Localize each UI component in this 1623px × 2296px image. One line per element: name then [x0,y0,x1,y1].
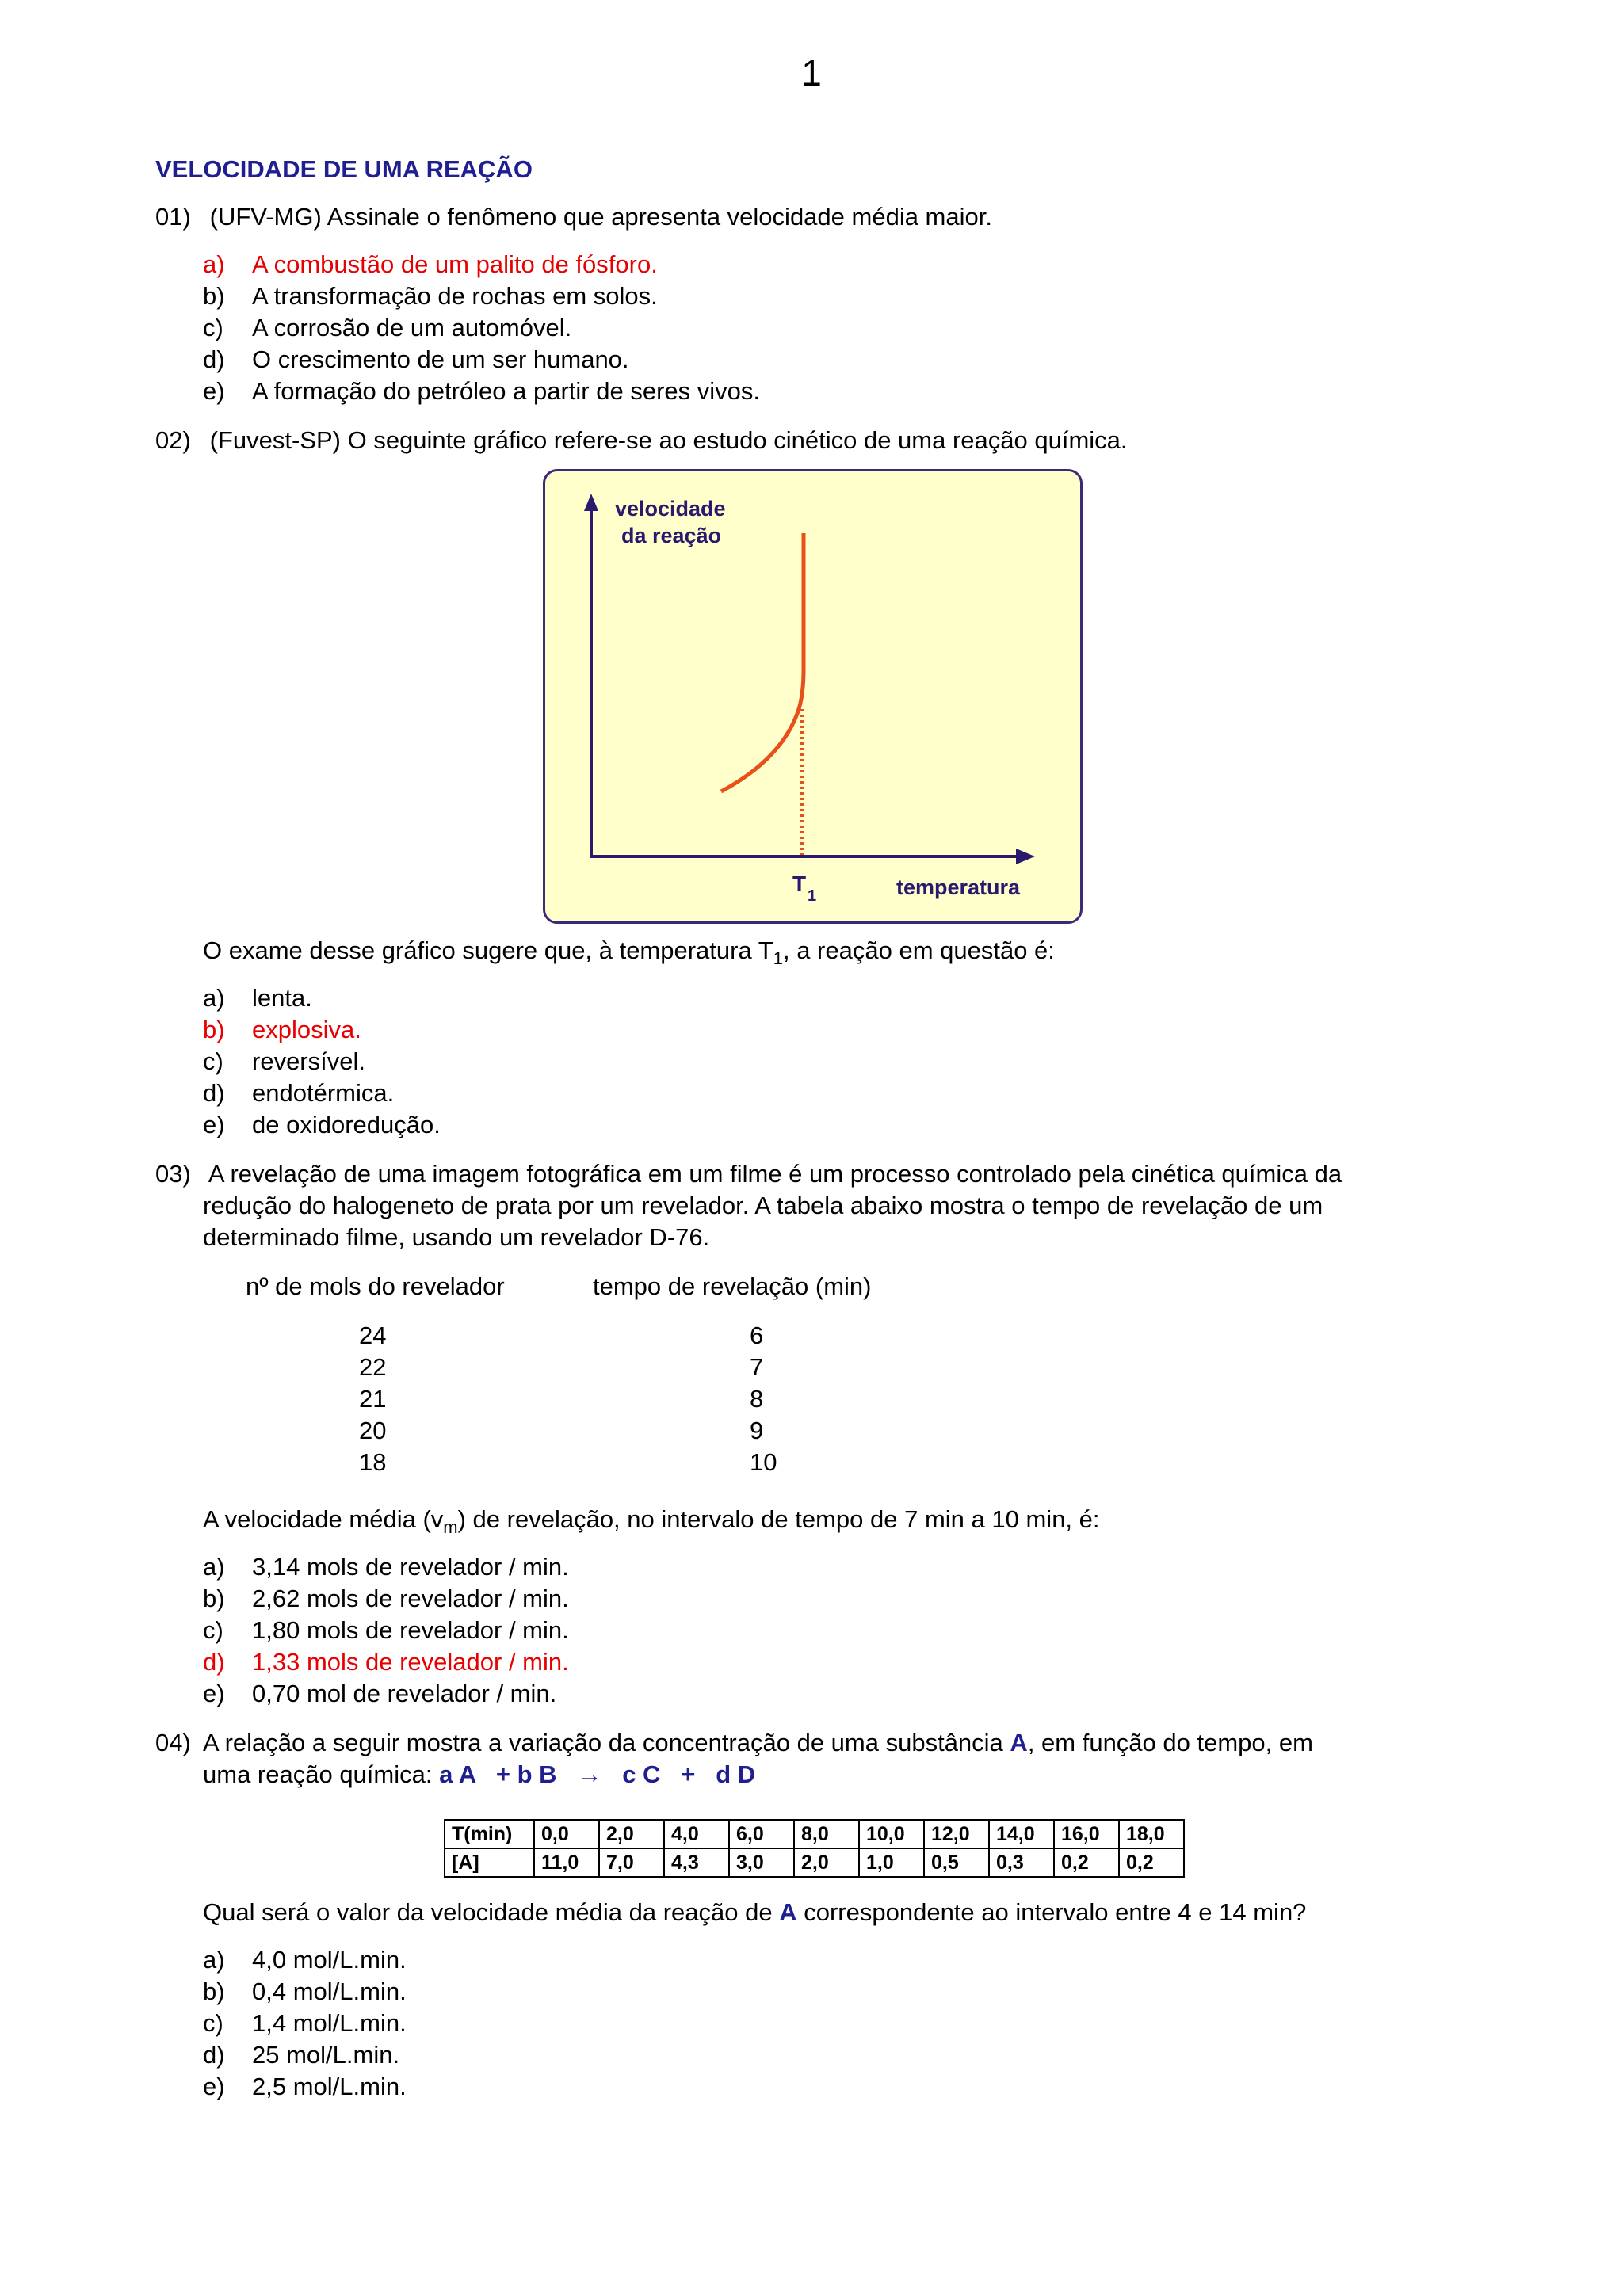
q1-option-d [203,344,629,376]
q4-option-d [203,2039,399,2071]
q1-option-b [203,280,658,312]
column-header-tempo: tempo de revelação (min) [593,1272,872,1300]
mols-value: 24 [359,1322,387,1349]
question-number: 04) [155,1729,191,1756]
mols-value: 22 [359,1353,387,1381]
question-number: 03) [155,1160,191,1188]
prompt-text: ) de revelação, no intervalo de tempo de 7 min a 10 min, é: [457,1505,1100,1533]
column-header-mols: nº de mols do revelador [246,1272,505,1300]
q4-option-a [203,1944,407,1976]
tempo-value: 10 [750,1448,777,1476]
option-letter: a) [203,250,225,278]
option-letter: d) [203,1079,225,1107]
option-text: 0,4 mol/L.min. [252,1978,407,2005]
q3-option-d [203,1646,569,1678]
question-4-line2 [203,1759,755,1791]
option-letter: d) [203,1648,225,1676]
table-cell: 4,0 [664,1820,729,1848]
question-3-line2: redução do halogeneto de prata por um revelador. A tabela abaixo mostra o tempo de revelação de um [203,1192,1323,1219]
option-text: 1,33 mols de revelador / min. [252,1648,569,1676]
table-cell: 12,0 [924,1820,989,1848]
option-letter: e) [203,377,225,405]
q3-option-c [203,1615,569,1646]
mols-value: 18 [359,1448,387,1476]
option-text: 3,14 mols de revelador / min. [252,1553,569,1581]
option-text: 2,62 mols de revelador / min. [252,1585,569,1612]
y-axis-arrow-icon [584,494,598,511]
option-letter: b) [203,1978,225,2005]
y-axis-label-line2: da reação [621,524,722,547]
q4-prompt [203,1897,1306,1928]
q2-option-d [203,1077,394,1109]
mols-value: 20 [359,1417,387,1444]
q3-option-b [203,1583,569,1615]
tempo-value: 6 [750,1322,764,1349]
prompt-text: , a reação em questão é: [782,936,1055,964]
prompt-subscript: 1 [773,948,783,969]
option-text: endotérmica. [252,1079,395,1107]
t1-subscript: 1 [808,887,817,905]
table-cell: 0,5 [924,1848,989,1877]
option-text: 0,70 mol de revelador / min. [252,1680,557,1707]
substance-a: A [779,1898,797,1926]
t1-label: T [792,871,807,896]
table-cell: 10,0 [859,1820,924,1848]
option-letter: e) [203,2073,225,2100]
q2-option-b [203,1014,361,1046]
table-cell: 14,0 [989,1820,1054,1848]
option-text: de oxidoredução. [252,1111,441,1138]
table-cell: 6,0 [729,1820,794,1848]
option-letter: c) [203,1616,223,1644]
table-cell: 2,0 [794,1848,859,1877]
q4-option-c [203,2008,407,2039]
page-number: 1 [801,52,822,93]
option-letter: c) [203,1047,223,1075]
option-letter: b) [203,1585,225,1612]
option-letter: a) [203,1946,225,1974]
option-letter: e) [203,1111,225,1138]
tempo-value: 9 [750,1417,764,1444]
question-number: 01) [155,203,191,231]
prompt-text: O exame desse gráfico sugere que, à temperatura T [203,936,773,964]
table-cell: 0,0 [534,1820,599,1848]
question-text: A revelação de uma imagem fotográfica em um filme é um processo controlado pela cinética química da [208,1160,1342,1188]
substance-a: A [1010,1729,1028,1756]
table-row [445,1820,1184,1848]
reaction-equation: a A + b B → c C + d D [439,1760,756,1788]
question-text: (Fuvest-SP) O seguinte gráfico refere-se ao estudo cinético de uma reação química. [209,426,1128,454]
option-text: 2,5 mol/L.min. [252,2073,407,2100]
table-cell: 8,0 [794,1820,859,1848]
option-letter: d) [203,2041,225,2069]
prompt-text: correspondente ao intervalo entre 4 e 14 min? [796,1898,1307,1926]
option-letter: e) [203,1680,225,1707]
option-text: 25 mol/L.min. [252,2041,400,2069]
table-cell: 4,3 [664,1848,729,1877]
option-text: 1,80 mols de revelador / min. [252,1616,569,1644]
x-axis-arrow-icon [1016,849,1035,864]
q1-option-e [203,376,760,407]
table-row [445,1848,1184,1877]
option-text: 1,4 mol/L.min. [252,2009,407,2037]
question-1 [155,201,992,233]
option-letter: d) [203,345,225,373]
q1-option-a [203,249,658,280]
table-cell: 11,0 [534,1848,599,1877]
question-number: 02) [155,426,191,454]
q2-option-e [203,1109,441,1141]
question-text: , em função do tempo, em [1027,1729,1313,1756]
x-axis-label: temperatura [896,875,1021,899]
section-title: VELOCIDADE DE UMA REAÇÃO [155,155,533,183]
question-text: uma reação química: [203,1760,440,1788]
table-cell: 0,2 [1054,1848,1119,1877]
table-cell: 3,0 [729,1848,794,1877]
question-text: (UFV-MG) Assinale o fenômeno que apresenta velocidade média maior. [209,203,992,231]
rate-curve [721,533,804,791]
option-letter: c) [203,2009,223,2037]
q1-option-c [203,312,571,344]
option-text: reversível. [252,1047,365,1075]
kinetics-graph [543,469,1083,924]
question-3 [155,1158,1342,1190]
y-axis-label-line1: velocidade [615,497,726,521]
q2-prompt [203,935,1055,967]
prompt-text: Qual será o valor da velocidade média da reação de [203,1898,780,1926]
option-letter: a) [203,1553,225,1581]
table-cell: 16,0 [1054,1820,1119,1848]
option-text: explosiva. [252,1016,361,1043]
option-text: A formação do petróleo a partir de seres vivos. [252,377,760,405]
table-cell: 0,3 [989,1848,1054,1877]
table-cell: 2,0 [599,1820,664,1848]
q3-option-e [203,1678,556,1710]
question-4 [155,1727,1313,1759]
question-2 [155,425,1128,456]
option-text: lenta. [252,984,312,1012]
prompt-subscript: m [443,1517,458,1538]
q3-prompt [203,1504,1100,1538]
tempo-value: 8 [750,1385,764,1413]
option-letter: b) [203,282,225,310]
q4-option-b [203,1976,407,2008]
q2-option-a [203,982,312,1014]
tempo-value: 7 [750,1353,764,1381]
table-cell: 0,2 [1119,1848,1184,1877]
question-text: A relação a seguir mostra a variação da concentração de uma substância [203,1729,1010,1756]
option-text: A corrosão de um automóvel. [252,314,572,341]
table-cell: 1,0 [859,1848,924,1877]
option-letter: b) [203,1016,225,1043]
table-row-header: T(min) [445,1820,534,1848]
graph-canvas [545,471,1080,921]
table-cell: 18,0 [1119,1820,1184,1848]
table-cell: 7,0 [599,1848,664,1877]
q2-option-c [203,1046,365,1077]
option-letter: c) [203,314,223,341]
option-text: A transformação de rochas em solos. [252,282,658,310]
q4-option-e [203,2071,407,2103]
mols-value: 21 [359,1385,387,1413]
q3-option-a [203,1551,569,1583]
option-text: A combustão de um palito de fósforo. [252,250,658,278]
option-text: 4,0 mol/L.min. [252,1946,407,1974]
option-text: O crescimento de um ser humano. [252,345,629,373]
question-3-line3: determinado filme, usando um revelador D-76. [203,1223,710,1251]
prompt-text: A velocidade média (v [203,1505,444,1533]
concentration-table [444,1819,1185,1878]
option-letter: a) [203,984,225,1012]
table-row-header: [A] [445,1848,534,1877]
